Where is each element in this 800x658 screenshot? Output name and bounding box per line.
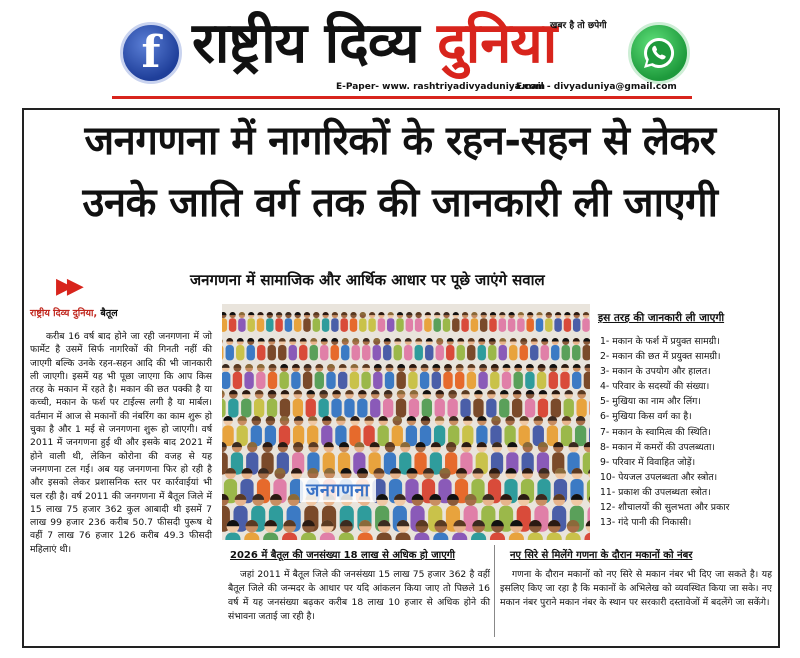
crowd-person [583,338,590,360]
crowd-person [321,416,332,446]
crowd-person [536,312,543,332]
article-body-text: करीब 16 वर्ष बाद होने जा रही जनगणना में जो फार्मेट है उसमें सिर्फ नागरिकों की गिनती नहीं की जाएगी बल्कि उनके रहन-सहन आदि की भी जानकारी ली जाएगी। इसमें यह भी पूछा जाएगा कि आप किस तरह के मकान में रहते है। मकान की छत पक्की है या कच्ची, मकान के फर्श पर टाईल्स लगी है या मार्बल। वर्तमान में आज से मकानों की नंबरिंग का काम शुरू हो चुका है और 1 मई से जनगणना शुरू हो जाएगी। वर्ष 2011 में जनगणना हुई थी और इसके बाद 2021 में होने वाली थी, लेकिन कोरोना की वजह से यह जनगणना टल गई। अब यह जनगणना फिर हो रही है और इसको लेकर प्रशासनिक स्तर पर कार्रवाईयां भी चल रही है। वर्ष 2011 की जनगणना में बैतूल जिले में 15 लाख 75 हजार 362 कुल आबादी थी इसमें 7 लाख 99 हजार 236 करीब 50.7 फीसदी पुरूष थे वहीं 7 लाख 76 हजार 126 करीब 49.3 फीसदी महिलाएं थी। [30,331,212,555]
crowd-person [504,416,515,446]
crowd-person [396,312,403,332]
crowd-person [256,364,265,389]
crowd-person [584,364,590,389]
crowd-person [349,416,360,446]
crowd-person [502,364,511,389]
crowd-person [222,338,223,360]
crowd-person [341,338,349,360]
crowd-person [254,390,264,418]
headline-line-2: उनके जाति वर्ग तक की जानकारी ली जाएगी [82,180,718,226]
crowd-person [278,338,286,360]
crowd-person [443,312,450,332]
crowd-person [280,364,289,389]
crowd-person [344,390,354,418]
crowd-person [462,416,473,446]
crowd-person [584,520,590,540]
crowd-person [241,390,251,418]
crowd-person [244,364,253,389]
crowd-person [406,416,417,446]
newspaper-brand [192,6,556,82]
crowd-person [383,338,391,360]
crowd-person [551,390,561,418]
crowd-person [541,338,549,360]
article-headline [0,110,800,234]
population-box-text: जहां 2011 में बैतूल जिले की जनसंख्या 15 लाख 75 हजार 362 है वहीं बैतूल जिले की जन्मदर के आधार पर यदि आंकलन किया जाए तो पिछले 16 वर्ष में यह जनसंख्या बढ़कर करीब 18 लाख 10 हजार से अधिक होने की संभावना जताई जा रही है। [228,569,490,622]
crowd-person [582,312,589,332]
crowd-person [526,312,533,332]
crowd-person [265,416,276,446]
crowd-person [285,312,292,332]
crowd-person [457,338,465,360]
crowd-person [490,416,501,446]
list-item: 12- शौचालयों की सुलभता और प्रकार [600,502,730,514]
crowd-person [583,442,590,475]
crowd-person [359,312,366,332]
crowd-person [397,364,406,389]
crowd-person [415,338,423,360]
crowd-person [293,390,303,418]
crowd-person [279,416,290,446]
crowd-person [406,312,413,332]
byline-source: राष्ट्रीय दिव्य दुनिया, [30,308,98,319]
crowd-person [320,338,328,360]
crowd-person [307,416,318,446]
list-item: 4- परिवार के सदस्यों की संख्या। [600,381,710,393]
crowd-person [318,390,328,418]
crowd-person [352,338,360,360]
crowd-person [467,338,475,360]
crowd-person [222,312,227,332]
crowd-person [519,416,530,446]
crowd-person [383,390,393,418]
list-item: 1- मकान के फर्श में प्रयुक्त सामग्री। [600,336,720,347]
census-image-label: जनगणना [300,478,376,502]
crowd-person [378,416,389,446]
crowd-person [425,338,433,360]
crowd-person [480,312,487,332]
brand-name-black: राष्ट्रीय दिव्य [192,11,419,76]
crowd-person [222,416,233,446]
crowd-person [446,338,454,360]
crowd-person [589,390,590,418]
crowd-person [460,390,470,418]
crowd-person [233,364,242,389]
crowd-person [589,416,590,446]
crowd-person [331,312,338,332]
list-item: 7- मकान के स्वामित्व की स्थिति। [600,426,711,438]
crowd-person [237,416,248,446]
crowd-person [331,338,339,360]
crowd-person [562,338,570,360]
crowd-person [520,338,528,360]
crowd-person [488,338,496,360]
crowd-person [247,312,254,332]
article-subheadline: जनगणना में सामाजिक और आर्थिक आधार पर पूछे जाएंगे सवाल [190,271,545,289]
crowd-person [331,390,341,418]
crowd-person [471,312,478,332]
crowd-person [310,338,318,360]
crowd-person [267,390,277,418]
crowd-person [313,312,320,332]
brand-tagline: खबर है तो छपेगी [550,21,607,31]
brand-name-red: दुनिया [436,11,557,76]
crowd-person [420,416,431,446]
crowd-person [289,338,297,360]
crowd-person [385,364,394,389]
byline [30,306,118,319]
crowd-person [415,312,422,332]
crowd-person [268,338,276,360]
crowd-person [478,338,486,360]
crowd-person [257,338,265,360]
population-box-title: 2026 में बैतूल की जनसंख्या 18 लाख से अधिक हो जाएगी [230,550,456,561]
crowd-person [508,312,515,332]
crowd-person [486,390,496,418]
crowd-person [368,312,375,332]
crowd-person [357,390,367,418]
crowd-illustration [222,304,590,540]
crowd-person [226,338,234,360]
crowd-person [373,338,381,360]
crowd-person [560,364,569,389]
crowd-person [490,364,499,389]
info-list [600,334,778,530]
crowd-person [392,416,403,446]
contact-email[interactable]: Email - divyaduniya@gmail.com [516,82,677,92]
list-item: 2- मकान की छत में प्रयुक्त सामग्री। [600,351,721,363]
crowd-person [268,364,277,389]
crowd-person [525,390,535,418]
crowd-person [363,416,374,446]
crowd-person [322,312,329,332]
crowd-person [564,312,571,332]
crowd-person [514,364,523,389]
crowd-person [436,338,444,360]
house-number-box-title: नए सिरे से मिलेंगे गणना के दौरान मकानों को नंबर [510,550,693,561]
crowd-person [236,338,244,360]
epaper-url[interactable]: E-Paper- www. rashtriyadivyaduniya.com [336,82,546,92]
crowd-person [257,312,264,332]
crowd-person [447,390,457,418]
crowd-person [435,390,445,418]
crowd-person [545,312,552,332]
crowd-person [303,312,310,332]
crowd-person [576,390,586,418]
crowd-person [512,390,522,418]
crowd-person [551,338,559,360]
list-item: 13- गंदे पानी की निकासी। [600,517,692,529]
crowd-person [572,364,581,389]
crowd-person [293,416,304,446]
crowd-person [350,312,357,332]
crowd-person [476,416,487,446]
list-item: 3- मकान के उपयोग और हालत। [600,366,711,378]
list-item: 10- पेयजल उपलब्धता और स्त्रोत। [600,471,718,483]
crowd-person [275,312,282,332]
list-item: 8- मकान में कमरों की उपलब्धता। [600,441,715,453]
article-body [30,330,212,556]
crowd-person [280,390,290,418]
column-divider [494,545,495,637]
crowd-person [443,364,452,389]
crowd-person [499,312,506,332]
crowd-person [422,390,432,418]
crowd-person [306,390,316,418]
crowd-person [394,338,402,360]
crowd-person [350,364,359,389]
crowd-person [378,312,385,332]
crowd-person [420,364,429,389]
crowd-person [299,338,307,360]
crowd-person [572,338,580,360]
crowd-person [549,364,558,389]
crowd-person [554,312,561,332]
list-item: 9- परिवार में विवाहित जोड़ें। [600,456,696,468]
crowd-person [373,364,382,389]
crowd-person [404,338,412,360]
facebook-icon[interactable]: f [120,22,182,84]
crowd-person [564,390,574,418]
crowd-person [499,338,507,360]
crowd-person [247,338,255,360]
crowd-person [537,364,546,389]
crowd-person [530,338,538,360]
crowd-person [547,416,558,446]
headline-line-1: जनगणना में नागरिकों के रहन-सहन से लेकर [84,118,716,164]
crowd-person [335,416,346,446]
crowd-person [409,390,419,418]
info-list-title: इस तरह की जानकारी ली जाएगी [598,312,725,324]
crowd-person [361,364,370,389]
crowd-person [489,312,496,332]
crowd-person [433,312,440,332]
crowd-person [238,312,245,332]
crowd-person [229,312,236,332]
masthead-rule [112,96,692,99]
crowd-person [455,364,464,389]
crowd-person [396,390,406,418]
crowd-person [517,312,524,332]
crowd-person [408,364,417,389]
double-arrow-icon: ▶▶ [56,274,78,299]
crowd-person [370,390,380,418]
crowd-person [222,390,226,418]
crowd-person [294,312,301,332]
list-item: 6- मुखिया किस वर्ग का है। [600,411,692,423]
crowd-person [561,416,572,446]
crowd-person [340,312,347,332]
crowd-person [509,338,517,360]
crowd-person [424,312,431,332]
crowd-person [575,416,586,446]
list-item: 11- प्रकाश की उपलब्धता स्त्रोत। [600,486,711,498]
crowd-person [499,390,509,418]
crowd-person [461,312,468,332]
crowd-person [432,364,441,389]
crowd-person [387,312,394,332]
crowd-person [222,364,230,389]
crowd-person [538,390,548,418]
crowd-person [478,364,487,389]
crowd-person [467,364,476,389]
crowd-person [315,364,324,389]
crowd-person [533,416,544,446]
crowd-person [452,312,459,332]
whatsapp-icon[interactable] [628,22,690,84]
crowd-person [326,364,335,389]
crowd-person [338,364,347,389]
crowd-person [473,390,483,418]
crowd-person [362,338,370,360]
crowd-person [525,364,534,389]
masthead [0,0,800,104]
crowd-person [434,416,445,446]
crowd-person [303,364,312,389]
byline-place: बैतूल [97,308,118,319]
crowd-person [573,312,580,332]
house-number-box-text: गणना के दौरान मकानों को नए सिरे से मकान नंबर भी दिए जा सकते है। यह इसलिए किए जा रहा है कि मकानों के अभिलेख को व्यवस्थित किया जा सके। नए मकान नंबर पुराने मकान नंबर के स्थान पर सरकारी दस्तावेजों में बदलेंगे जा सकेंगे। [500,569,772,608]
crowd-person [266,312,273,332]
crowd-person [291,364,300,389]
list-item: 5- मुखिया का नाम और लिंग। [600,396,701,408]
crowd-person [448,416,459,446]
crowd-person [251,416,262,446]
crowd-person [228,390,238,418]
